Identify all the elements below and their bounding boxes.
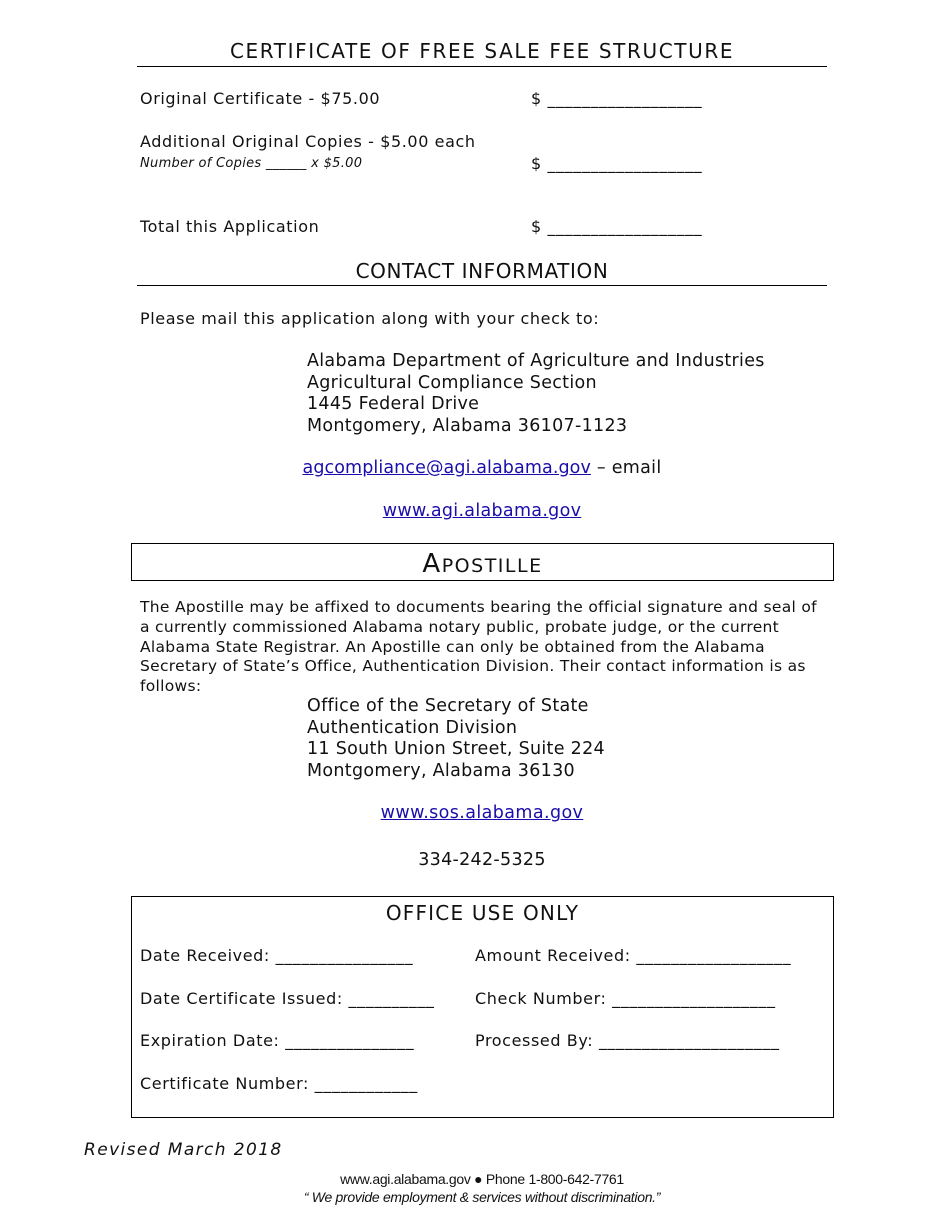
sos-website-link[interactable]: www.sos.alabama.gov xyxy=(380,803,584,823)
sos-website-line xyxy=(137,803,827,823)
date-certificate-issued-field[interactable]: Date Certificate Issued: __________ xyxy=(140,989,435,1008)
fee-structure-title: CERTIFICATE OF FREE SALE FEE STRUCTURE xyxy=(229,39,735,63)
apostille-title-initial: A xyxy=(422,549,442,579)
original-certificate-label: Original Certificate - $75.00 xyxy=(140,89,381,108)
address-line: Authentication Division xyxy=(307,717,518,738)
apostille-description: The Apostille may be affixed to documents bearing the official signature and seal of a currently commissioned Alabama notary public, probate judge, or the current Alabama State Registrar. An Apostille can only be obtained from the Alabama Secretary of State’s Office, Authentication Division. Their contact information is as follows: xyxy=(140,598,817,696)
footer-nondiscrimination: “ We provide employment & services without discrimination.” xyxy=(303,1189,661,1205)
address-line: Alabama Department of Agriculture and Industries xyxy=(307,351,765,371)
address-line: 1445 Federal Drive xyxy=(307,394,480,414)
number-of-copies-field[interactable]: Number of Copies ______ x $5.00 xyxy=(140,156,363,171)
email-link[interactable]: agcompliance@agi.alabama.gov xyxy=(302,458,591,478)
address-line: Office of the Secretary of State xyxy=(307,696,589,716)
apostille-title xyxy=(132,549,833,579)
additional-copies-amount-field[interactable]: $ __________________ xyxy=(531,154,703,173)
expiration-date-field[interactable]: Expiration Date: _______________ xyxy=(140,1031,415,1050)
office-use-title: OFFICE USE ONLY xyxy=(385,901,580,925)
sos-phone: 334-242-5325 xyxy=(418,850,546,870)
email-line xyxy=(137,458,827,480)
mailing-address xyxy=(307,351,765,437)
processed-by-field[interactable]: Processed By: _____________________ xyxy=(475,1031,780,1050)
check-number-field[interactable]: Check Number: ___________________ xyxy=(475,989,776,1008)
agi-website-line xyxy=(137,501,827,521)
amount-received-field[interactable]: Amount Received: __________________ xyxy=(475,946,792,965)
total-application-label: Total this Application xyxy=(140,217,320,236)
additional-copies-label: Additional Original Copies - $5.00 each xyxy=(140,132,476,151)
total-application-amount-field[interactable]: $ __________________ xyxy=(531,217,703,236)
contact-title-rule xyxy=(137,285,827,286)
fee-title-rule xyxy=(137,66,827,67)
original-certificate-amount-field[interactable]: $ __________________ xyxy=(531,89,703,108)
footer-contact: www.agi.alabama.gov ● Phone 1-800-642-7761 xyxy=(340,1171,624,1187)
address-line: 11 South Union Street, Suite 224 xyxy=(307,739,605,759)
email-suffix: – email xyxy=(590,458,662,478)
apostille-title-box xyxy=(131,543,834,581)
date-received-field[interactable]: Date Received: ________________ xyxy=(140,946,414,965)
revised-date: Revised March 2018 xyxy=(84,1140,283,1160)
agi-website-link[interactable]: www.agi.alabama.gov xyxy=(382,501,582,521)
address-line: Agricultural Compliance Section xyxy=(307,372,597,393)
apostille-title-rest: POSTILLE xyxy=(441,555,543,577)
address-line: Montgomery, Alabama 36107-1123 xyxy=(307,415,628,436)
address-line: Montgomery, Alabama 36130 xyxy=(307,760,575,781)
certificate-number-field[interactable]: Certificate Number: ____________ xyxy=(140,1074,418,1093)
secretary-of-state-address xyxy=(307,696,605,782)
mail-instructions: Please mail this application along with your check to: xyxy=(140,309,600,328)
contact-information-title: CONTACT INFORMATION xyxy=(355,259,609,283)
